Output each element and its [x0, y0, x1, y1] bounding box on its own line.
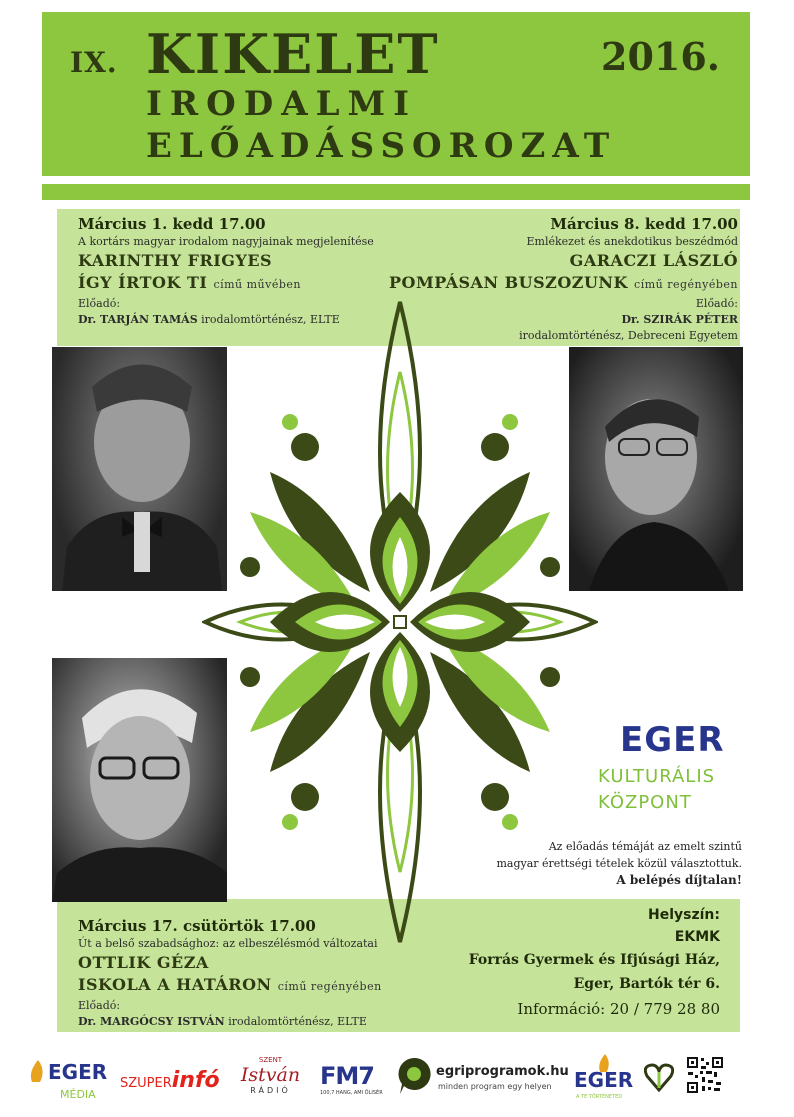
szuper-text: SZUPER — [120, 1076, 172, 1091]
event-lecturer-label: Előadó: — [78, 999, 121, 1012]
event-work: POMPÁSAN BUSZOZUNK — [389, 273, 628, 292]
venue-address: Eger, Bartók tér 6. — [573, 976, 720, 992]
portrait-karinthy-photo — [52, 347, 227, 591]
event-date: Március 1. kedd 17.00 — [78, 215, 266, 233]
fm7-text: FM7 — [320, 1062, 374, 1090]
event-lecturer-label: Előadó: — [695, 297, 738, 310]
fm7-logo — [320, 1062, 383, 1096]
organizer-name-line2: KÖZPONT — [598, 792, 692, 813]
note-line2: magyar érettségi tételek közül választottuk. — [496, 857, 742, 870]
event-author: GARACZI LÁSZLÓ — [569, 251, 738, 270]
sponsor-logos — [30, 1050, 770, 1110]
event-lecturer-role: irodalomtörténész, Debreceni Egyetem — [519, 329, 738, 342]
free-entry-text: A belépés díjtalan! — [616, 873, 742, 887]
fm7-subtext: 100,7 HANG, AMI ÖLISÉR — [320, 1090, 383, 1096]
egriprogramok-tagline: minden program egy helyen — [438, 1082, 552, 1091]
venue-full-name: Forrás Gyermek és Ifjúsági Ház, — [468, 952, 720, 968]
event-lecturer-role: irodalomtörténész, ELTE — [201, 313, 340, 326]
event-theme: Emlékezet és anekdotikus beszédmód — [526, 235, 738, 248]
venue-label: Helyszín: — [648, 907, 720, 923]
event-lecturer — [78, 1014, 438, 1030]
event-work-suffix: című regényében — [277, 980, 382, 993]
eger2-tagline: A TE TÖRTÉNETED — [576, 1094, 623, 1100]
szent-istvan-radio-logo — [228, 1056, 313, 1095]
series-subtitle-1: IRODALMI — [146, 84, 418, 124]
edition-number: IX. — [70, 46, 118, 79]
szuper-info-logo — [120, 1068, 220, 1093]
istvan-bottom: RÁDIÓ — [250, 1086, 291, 1095]
event-date: Március 17. csütörtök 17.00 — [78, 917, 316, 935]
flame-icon — [30, 1060, 46, 1082]
portrait-ottlik-photo — [52, 658, 227, 902]
organizer-name-line1: KULTURÁLIS — [598, 766, 716, 787]
egriprogramok-text: egriprogramok.hu — [436, 1064, 569, 1079]
eger2-text: EGER — [574, 1068, 634, 1092]
event-lecturer-role: irodalomtörténész, ELTE — [228, 1015, 367, 1028]
event-3 — [78, 916, 438, 1030]
header-divider — [42, 184, 750, 200]
heart-leaf-icon — [644, 1062, 674, 1092]
info-text: infó — [171, 1068, 220, 1093]
speech-bubble-icon — [396, 1056, 432, 1096]
entry-note — [422, 838, 742, 889]
eger-media-subtext: MÉDIA — [60, 1088, 96, 1101]
qr-code-icon[interactable] — [686, 1056, 724, 1094]
series-subtitle-2: ELŐADÁSSOROZAT — [146, 126, 617, 166]
event-theme: Út a belső szabadsághoz: az elbeszélésmód változatai — [78, 937, 378, 950]
portrait-silhouette — [52, 347, 227, 591]
year: 2016. — [601, 34, 720, 79]
eger-logo: EGER — [620, 720, 725, 760]
event-work: ISKOLA A HATÁRON — [78, 975, 272, 994]
event-lecturer-name: Dr. MARGÓCSY ISTVÁN — [78, 1015, 225, 1028]
note-line1: Az előadás témáját az emelt szintű — [548, 840, 742, 853]
istvan-main: István — [240, 1064, 301, 1086]
event-author: OTTLIK GÉZA — [78, 953, 209, 972]
event-lecturer-name: Dr. SZIRÁK PÉTER — [621, 313, 738, 326]
venue-block — [420, 904, 720, 1022]
event-lecturer-label: Előadó: — [78, 297, 121, 310]
event-work-line — [78, 974, 438, 998]
venue-phone: Információ: 20 / 779 28 80 — [517, 1000, 720, 1018]
event-lecturer-name: Dr. TARJÁN TAMÁS — [78, 313, 198, 326]
header-banner — [42, 12, 750, 176]
portrait-silhouette — [52, 658, 227, 902]
eger-media-text: EGER — [48, 1060, 108, 1084]
istvan-top: SZENT — [258, 1056, 283, 1064]
event-date: Március 8. kedd 17.00 — [550, 215, 738, 233]
series-title: KIKELET — [146, 22, 440, 86]
event-work: ÍGY ÍRTOK TI — [78, 273, 208, 292]
venue-name: EKMK — [674, 929, 720, 945]
event-theme: A kortárs magyar irodalom nagyjainak megjelenítése — [78, 235, 374, 248]
event-work-suffix: című művében — [213, 278, 302, 291]
event-author: KARINTHY FRIGYES — [78, 251, 273, 270]
event-work-suffix: című regényében — [634, 278, 738, 291]
